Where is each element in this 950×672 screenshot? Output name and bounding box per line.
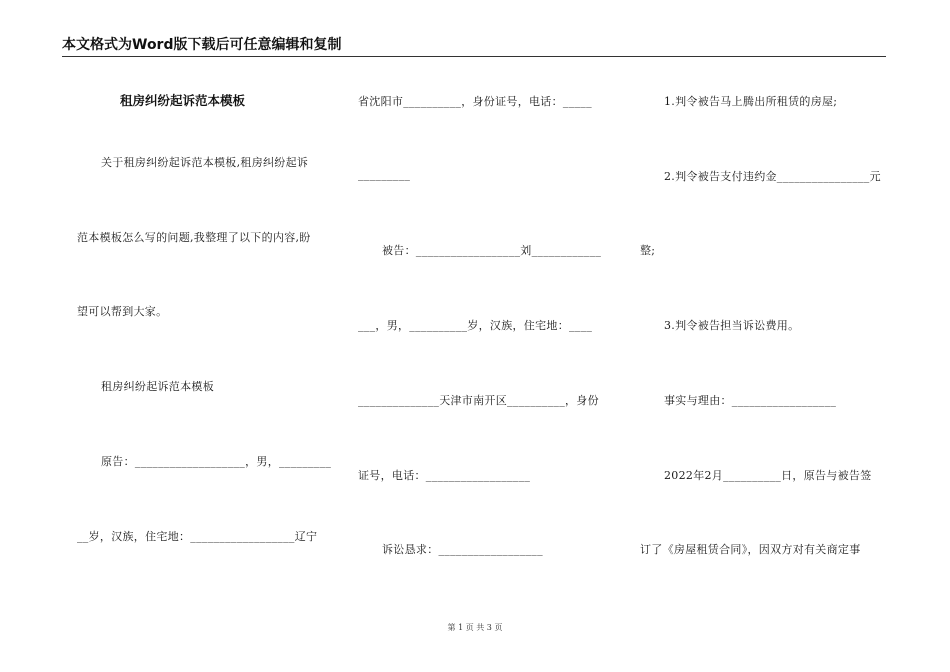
text-column-2 [358, 0, 606, 672]
text-column-3 [640, 0, 885, 672]
text-line: ___，男，__________岁，汉族，住宅地：____ [358, 319, 593, 332]
header-title: 本文格式为Word版下载后可任意编辑和复制 [62, 37, 342, 53]
text-line: ______________天津市南开区__________，身份 [358, 394, 599, 407]
text-line: 省沈阳市__________，身份证号，电话：_____ [358, 95, 592, 108]
text-line: 关于租房纠纷起诉范本模板,租房纠纷起诉 [101, 156, 309, 169]
text-line: 证号，电话：__________________ [358, 469, 531, 482]
text-line: __岁，汉族，住宅地：__________________辽宁 [77, 530, 318, 543]
text-line: 租房纠纷起诉范本模板 [101, 380, 214, 393]
text-line: 原告：___________________，男，_________ [101, 455, 332, 468]
text-line: 诉讼恳求：__________________ [382, 543, 543, 556]
text-line: 2022年2月__________日，原告与被告签 [664, 469, 872, 482]
page-indicator: 第 1 页 共 3 页 [447, 623, 503, 632]
text-line: 范本模板怎么写的问题,我整理了以下的内容,盼 [77, 231, 311, 244]
text-line: 3.判令被告担当诉讼费用。 [664, 319, 800, 332]
text-line: _________ [358, 168, 411, 181]
text-line: 被告：__________________刘____________ [382, 244, 602, 257]
text-line: 订了《房屋租赁合同》，因双方对有关商定事 [640, 543, 861, 556]
text-line: 整; [640, 244, 656, 257]
document-title: 租房纠纷起诉范本模板 [120, 93, 246, 108]
text-line: 事实与理由：__________________ [664, 394, 837, 407]
text-line: 1.判令被告马上腾出所租赁的房屋; [664, 95, 838, 108]
text-column-1 [77, 0, 332, 672]
text-line: 2.判令被告支付违约金________________元 [664, 170, 881, 183]
text-line: 望可以帮到大家。 [77, 305, 168, 318]
